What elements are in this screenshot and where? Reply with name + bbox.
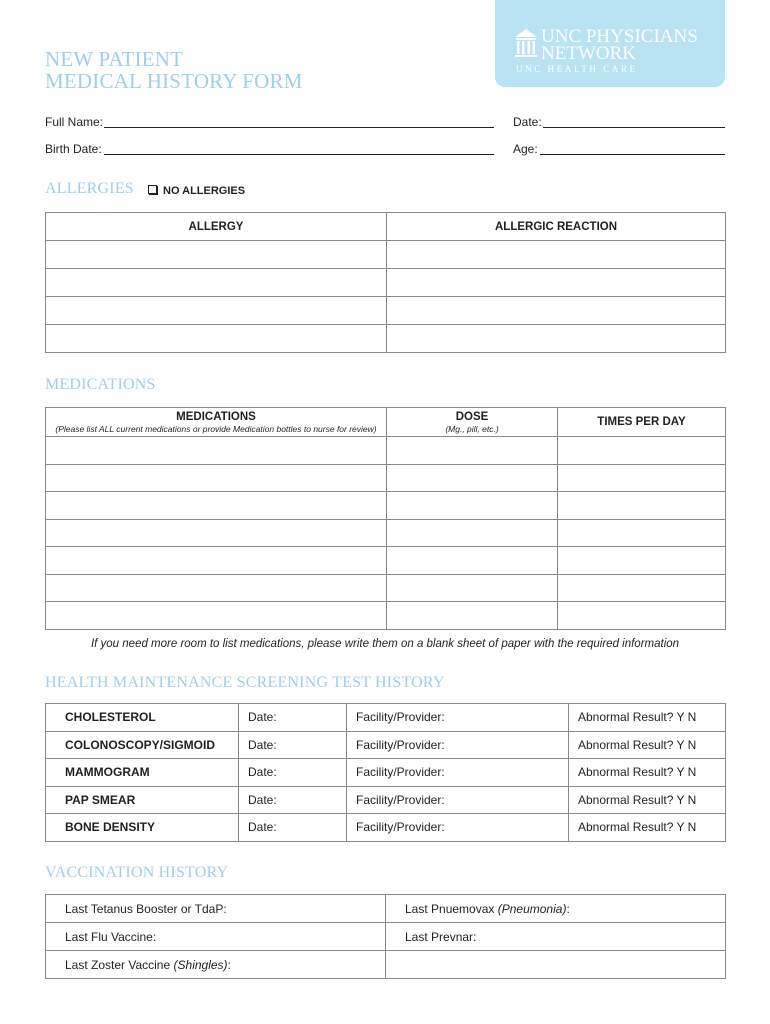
title-line-2: MEDICAL HISTORY FORM — [45, 69, 303, 93]
screening-table — [45, 703, 726, 842]
table-row — [46, 492, 726, 520]
times-cell[interactable] — [558, 574, 726, 602]
test-name: MAMMOGRAM — [46, 759, 239, 787]
birth-date-label: Birth Date: — [45, 142, 102, 156]
table-row — [46, 923, 726, 951]
table-row — [46, 786, 726, 814]
logo-name — [541, 28, 698, 62]
test-abnormal[interactable]: Abnormal Result? Y N — [569, 759, 726, 787]
test-abnormal[interactable]: Abnormal Result? Y N — [569, 704, 726, 732]
times-cell[interactable] — [558, 492, 726, 520]
allergy-cell[interactable] — [46, 325, 387, 353]
test-facility[interactable]: Facility/Provider: — [347, 786, 569, 814]
test-date[interactable]: Date: — [239, 786, 347, 814]
times-cell[interactable] — [558, 547, 726, 575]
screening-heading: HEALTH MAINTENANCE SCREENING TEST HISTORY — [45, 674, 445, 691]
medications-header-note: (Please list ALL current medications or provide Medication bottles to nurse for review) — [55, 423, 377, 434]
dose-cell[interactable] — [387, 437, 558, 465]
test-abnormal[interactable]: Abnormal Result? Y N — [569, 731, 726, 759]
pneumovax-label: Last Pnuemovax — [405, 901, 495, 916]
building-columns-icon — [513, 28, 539, 58]
test-facility[interactable]: Facility/Provider: — [347, 731, 569, 759]
logo-line-2: NETWORK — [541, 43, 636, 64]
times-cell[interactable] — [558, 519, 726, 547]
table-row — [46, 895, 726, 923]
date-field[interactable] — [543, 127, 725, 128]
medication-cell[interactable] — [46, 602, 387, 630]
medications-header-label: MEDICATIONS — [176, 410, 256, 423]
empty-cell[interactable] — [386, 951, 726, 979]
pneumovax-note: (Pneumonia) — [497, 901, 567, 916]
dose-cell[interactable] — [387, 519, 558, 547]
allergy-header: ALLERGY — [46, 213, 387, 241]
table-row — [46, 437, 726, 465]
test-name: PAP SMEAR — [46, 786, 239, 814]
zoster-note: (Shingles) — [173, 957, 228, 972]
medication-cell[interactable] — [46, 519, 387, 547]
vaccination-heading: VACCINATION HISTORY — [45, 864, 229, 881]
allergy-cell[interactable] — [46, 241, 387, 269]
vaccination-table — [45, 894, 726, 979]
allergies-table — [45, 212, 726, 353]
test-date[interactable]: Date: — [239, 814, 347, 842]
checkbox-icon[interactable] — [148, 185, 157, 194]
medication-cell[interactable] — [46, 437, 387, 465]
age-field[interactable] — [540, 154, 725, 155]
tetanus-field[interactable]: Last Tetanus Booster or TdaP: — [46, 895, 386, 923]
birth-date-field[interactable] — [104, 154, 494, 155]
times-header: TIMES PER DAY — [558, 408, 726, 437]
table-row — [46, 951, 726, 979]
table-row — [46, 759, 726, 787]
test-facility[interactable]: Facility/Provider: — [347, 759, 569, 787]
age-label: Age: — [513, 142, 538, 156]
table-row — [46, 464, 726, 492]
test-name: CHOLESTEROL — [46, 704, 239, 732]
dose-header-note: (Mg., pill, etc.) — [445, 423, 499, 434]
test-facility[interactable]: Facility/Provider: — [347, 704, 569, 732]
table-row — [46, 269, 726, 297]
table-row — [46, 519, 726, 547]
medications-note: If you need more room to list medications, please write them on a blank sheet of paper with the required information — [90, 638, 680, 650]
times-cell[interactable] — [558, 464, 726, 492]
pneumovax-field[interactable]: Last Pnuemovax (Pneumonia): — [386, 895, 726, 923]
table-row — [46, 297, 726, 325]
dose-cell[interactable] — [387, 464, 558, 492]
table-row — [46, 325, 726, 353]
dose-cell[interactable] — [387, 574, 558, 602]
test-facility[interactable]: Facility/Provider: — [347, 814, 569, 842]
medications-heading: MEDICATIONS — [45, 376, 156, 393]
table-row — [46, 602, 726, 630]
zoster-label: Last Zoster Vaccine — [65, 957, 171, 972]
reaction-cell[interactable] — [387, 241, 726, 269]
times-cell[interactable] — [558, 602, 726, 630]
no-allergies-label: NO ALLERGIES — [163, 185, 246, 197]
prevnar-field[interactable]: Last Prevnar: — [386, 923, 726, 951]
test-date[interactable]: Date: — [239, 731, 347, 759]
test-date[interactable]: Date: — [239, 759, 347, 787]
no-allergies-option[interactable] — [148, 185, 245, 197]
logo — [495, 0, 725, 87]
times-cell[interactable] — [558, 437, 726, 465]
table-row — [46, 241, 726, 269]
zoster-field[interactable]: Last Zoster Vaccine (Shingles): — [46, 951, 386, 979]
table-row — [46, 814, 726, 842]
table-row — [46, 547, 726, 575]
test-abnormal[interactable]: Abnormal Result? Y N — [569, 814, 726, 842]
table-row — [46, 704, 726, 732]
test-abnormal[interactable]: Abnormal Result? Y N — [569, 786, 726, 814]
reaction-cell[interactable] — [387, 269, 726, 297]
dose-cell[interactable] — [387, 602, 558, 630]
medications-header — [46, 408, 387, 437]
logo-line-1: UNC PHYSICIANS — [541, 26, 698, 47]
dose-cell[interactable] — [387, 492, 558, 520]
full-name-field[interactable] — [104, 127, 494, 128]
medication-cell[interactable] — [46, 547, 387, 575]
medication-cell[interactable] — [46, 574, 387, 602]
medications-table — [45, 407, 726, 630]
medication-cell[interactable] — [46, 492, 387, 520]
title-line-1: NEW PATIENT — [45, 47, 184, 71]
medication-cell[interactable] — [46, 464, 387, 492]
reaction-cell[interactable] — [387, 297, 726, 325]
test-date[interactable]: Date: — [239, 704, 347, 732]
allergy-cell[interactable] — [46, 269, 387, 297]
test-name: BONE DENSITY — [46, 814, 239, 842]
reaction-cell[interactable] — [387, 325, 726, 353]
flu-field[interactable]: Last Flu Vaccine: — [46, 923, 386, 951]
table-row — [46, 574, 726, 602]
allergies-heading: ALLERGIES — [45, 180, 134, 197]
date-label: Date: — [513, 115, 542, 129]
dose-header-label: DOSE — [455, 410, 489, 423]
full-name-label: Full Name: — [45, 115, 104, 129]
dose-header — [387, 408, 558, 437]
allergy-cell[interactable] — [46, 297, 387, 325]
table-row — [46, 731, 726, 759]
reaction-header: ALLERGIC REACTION — [387, 213, 726, 241]
dose-cell[interactable] — [387, 547, 558, 575]
logo-subtitle: UNC HEALTH CARE — [516, 64, 638, 74]
test-name: COLONOSCOPY/SIGMOID — [46, 731, 239, 759]
form-title — [45, 48, 303, 92]
